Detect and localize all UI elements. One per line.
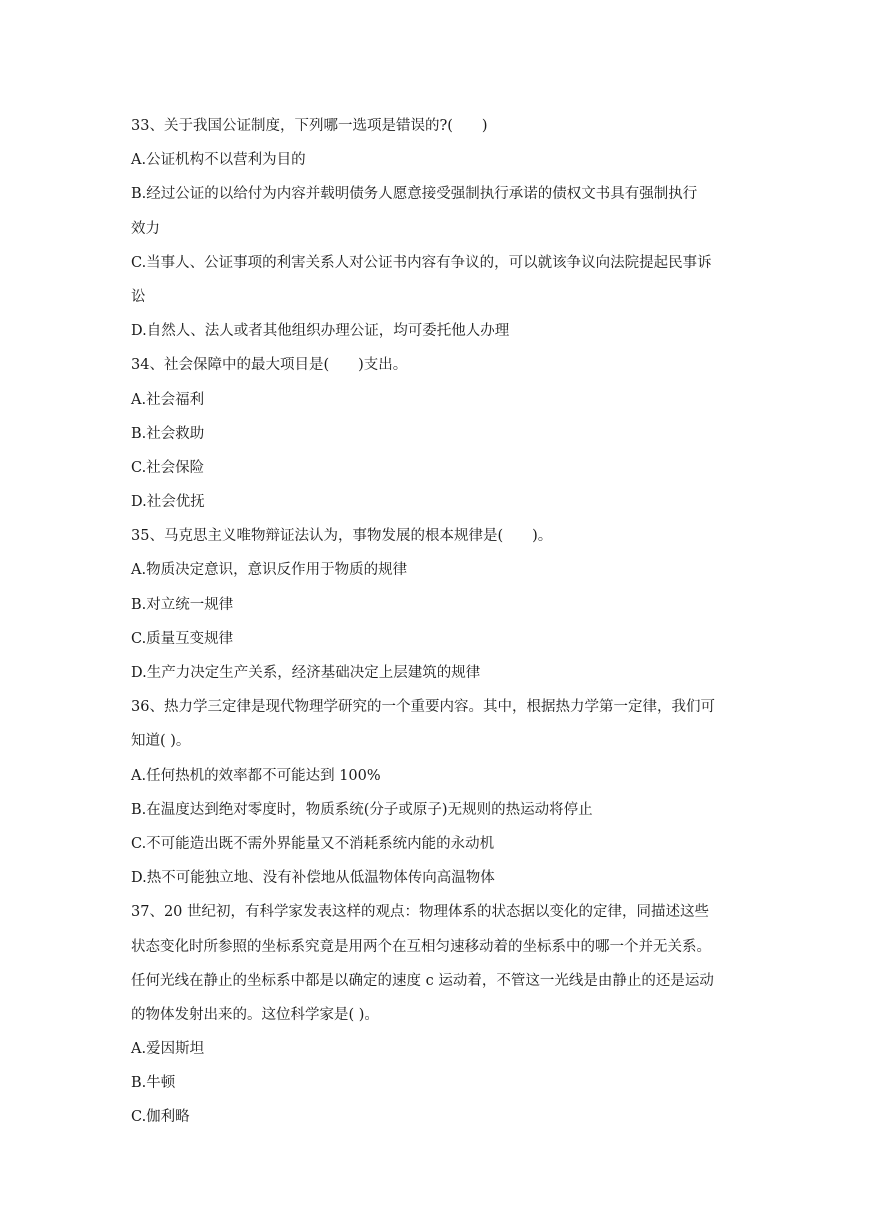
option-text: D.生产力决定生产关系，经济基础决定上层建筑的规律 xyxy=(131,665,481,681)
option-text: A.社会福利 xyxy=(131,391,205,408)
option-d xyxy=(131,485,741,519)
option-b xyxy=(131,793,741,827)
option-a xyxy=(131,1032,741,1066)
option-b xyxy=(131,417,741,451)
option-a xyxy=(131,759,741,793)
option-text: C.质量互变规律 xyxy=(131,630,234,647)
option-text: B.社会救助 xyxy=(131,425,205,442)
option-d xyxy=(131,656,741,690)
option-text: D.热不可能独立地、没有补偿地从低温物体传向高温物体 xyxy=(131,870,495,887)
option-text: B.经过公证的以给付为内容并载明债务人愿意接受强制执行承诺的债权文书具有强制执行 xyxy=(131,186,698,203)
option-text: A.任何热机的效率都不可能达到 100% xyxy=(131,767,381,784)
option-text: D.社会优抚 xyxy=(131,494,205,511)
option-text: C.不可能造出既不需外界能量又不消耗系统内能的永动机 xyxy=(131,835,495,852)
option-b xyxy=(131,177,741,245)
option-a xyxy=(131,143,741,177)
option-b xyxy=(131,1066,741,1100)
question-stem-continued: 任何光线在静止的坐标系中都是以确定的速度 c 运动着，不管这一光线是由静止的还是运动 xyxy=(131,972,714,989)
option-c xyxy=(131,451,741,485)
option-a xyxy=(131,553,741,587)
question-stem-continued: 知道( )。 xyxy=(131,733,191,750)
option-c xyxy=(131,246,741,314)
option-text: A.爱因斯坦 xyxy=(131,1041,205,1058)
question-stem: 33、关于我国公证制度，下列哪一选项是错误的?( ) xyxy=(131,118,488,134)
option-c xyxy=(131,827,741,861)
option-text: C.当事人、公证事项的利害关系人对公证书内容有争议的，可以就该争议向法院提起民事诉 xyxy=(131,254,712,271)
question-33 xyxy=(131,109,741,348)
question-stem-continued: 的物体发射出来的。这位科学家是( )。 xyxy=(131,1006,379,1023)
question-35 xyxy=(131,519,741,690)
option-text: A.公证机构不以营利为目的 xyxy=(131,152,306,169)
question-stem: 36、热力学三定律是现代物理学研究的一个重要内容。其中，根据热力学第一定律，我们可 xyxy=(131,699,715,716)
question-stem: 35、马克思主义唯物辩证法认为，事物发展的根本规律是( )。 xyxy=(131,528,553,545)
option-d xyxy=(131,861,741,895)
question-34 xyxy=(131,348,741,519)
option-c xyxy=(131,1100,741,1134)
option-text: A.物质决定意识，意识反作用于物质的规律 xyxy=(131,562,408,579)
option-c xyxy=(131,622,741,656)
option-text: B.在温度达到绝对零度时，物质系统(分子或原子)无规则的热运动将停止 xyxy=(131,801,593,818)
option-text: B.牛顿 xyxy=(131,1075,176,1092)
question-36 xyxy=(131,690,741,895)
option-text-continued: 效力 xyxy=(131,220,160,237)
option-a xyxy=(131,383,741,417)
question-list xyxy=(131,109,741,1135)
option-d xyxy=(131,314,741,348)
option-text: D.自然人、法人或者其他组织办理公证，均可委托他人办理 xyxy=(131,323,510,340)
option-text: B.对立统一规律 xyxy=(131,596,234,613)
question-stem: 34、社会保障中的最大项目是( )支出。 xyxy=(131,357,408,374)
option-text-continued: 讼 xyxy=(131,288,146,305)
option-text: C.伽利略 xyxy=(131,1109,190,1126)
question-stem: 37、20 世纪初，有科学家发表这样的观点：物理体系的状态据以变化的定律，同描述这些 xyxy=(131,904,710,921)
option-b xyxy=(131,588,741,622)
option-text: C.社会保险 xyxy=(131,459,205,476)
question-stem-continued: 状态变化时所参照的坐标系究竟是用两个在互相匀速移动着的坐标系中的哪一个并无关系。 xyxy=(131,938,711,955)
question-37 xyxy=(131,895,741,1134)
